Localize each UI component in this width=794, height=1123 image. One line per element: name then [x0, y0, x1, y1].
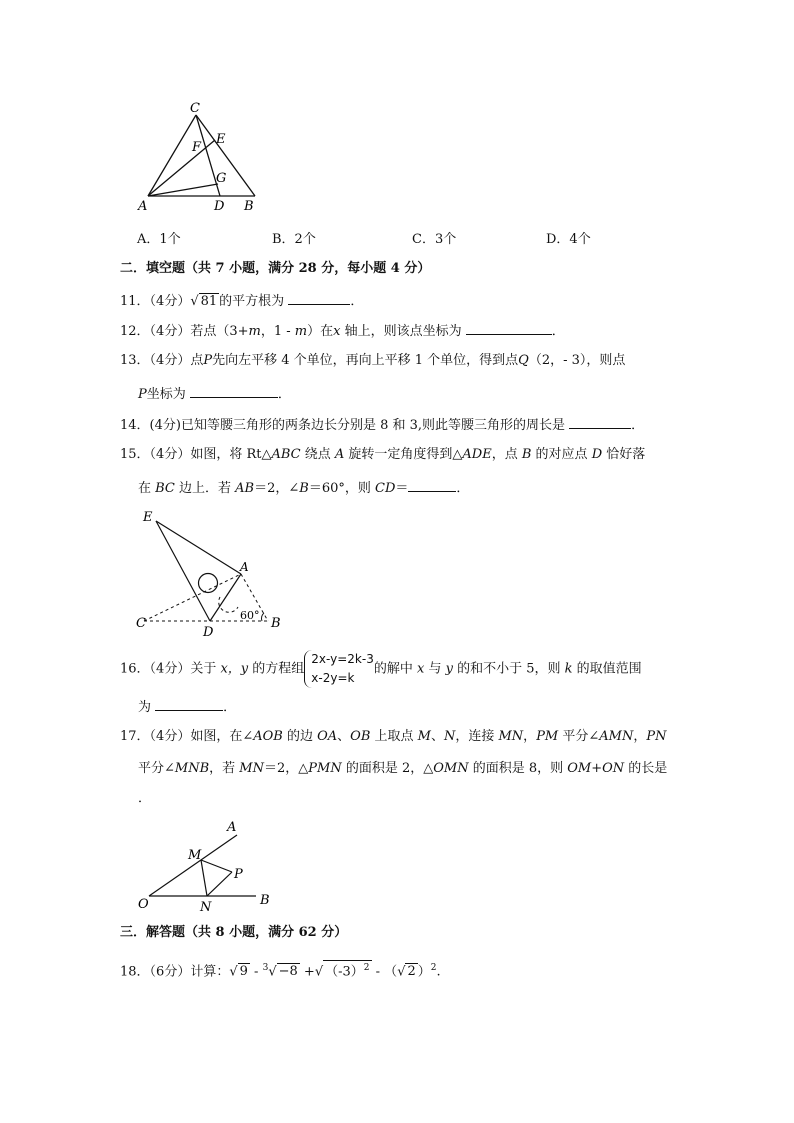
label-e: E [216, 132, 226, 147]
label-f: F [192, 140, 202, 155]
answer-blank-13[interactable] [190, 383, 278, 398]
answer-blank-11[interactable] [288, 290, 350, 305]
label-a: A [138, 199, 148, 214]
label-a3: A [227, 820, 237, 835]
figure-rotation [130, 505, 290, 640]
question-18: 18．（6分）计算：√ 9 - $^3$√ −8 +√ $(-3)^2$ - （√ 2 ）$^2$. [120, 958, 441, 982]
answer-blank-15[interactable] [408, 477, 456, 492]
label-n3: N [200, 900, 212, 915]
question-14: 14．(4分)已知等腰三角形的两条边长分别是 8 和 3,则此等腰三角形的周长是 ． [120, 414, 644, 436]
option-a: A．1个 [137, 232, 181, 247]
equation-system: 2x-y=2k-3 x-2y=k [304, 650, 374, 688]
question-13: 13．（4分）点P先向左平移 4 个单位，再向上平移 1 个单位，得到点Q（2，- 3），则点 [120, 353, 626, 368]
question-17-line-2: 平分∠MNB，若 MN＝2，△PMN 的面积是 2，△OMN 的面积是 8，则 OM+ON 的长是 [138, 761, 668, 776]
answer-blank-12[interactable] [466, 320, 552, 335]
question-15-line-2: 在 BC 边上．若 AB＝2，∠B＝60°，则 CD＝ ． [138, 477, 469, 499]
label-a2: A [240, 560, 249, 574]
figure-angle-aob [130, 815, 280, 915]
label-o3: O [138, 897, 149, 912]
question-12: 12．（4分）若点（3+m，1 - m）在x 轴上，则该点坐标为 ． [120, 320, 565, 342]
question-15: 15．（4分）如图，将 Rt△ABC 绕点 A 旋转一定角度得到△ADE，点 B 的对应点 D 恰好落 [120, 447, 646, 462]
question-17-line-3: ． [138, 791, 152, 806]
label-c2: C [136, 616, 146, 631]
label-b3: B [260, 893, 270, 908]
question-16: 16．（4分）关于 x，y 的方程组2x-y=2k-3 x-2y=k的解中 x 与 y 的和不小于 5，则 k 的取值范围 [120, 650, 642, 689]
option-c: C．3个 [412, 232, 457, 247]
section-3-title: 三．解答题（共 8 小题，满分 62 分） [120, 925, 348, 940]
question-11: 11．（4分）√ 81 的平方根为 ． [120, 290, 363, 312]
label-p3: P [234, 867, 243, 882]
option-d: D．4个 [546, 232, 591, 247]
label-angle-60: 60° [240, 609, 260, 622]
label-e2: E [143, 510, 153, 525]
label-b2: B [271, 616, 281, 631]
label-g: G [216, 171, 227, 186]
question-17: 17．（4分）如图，在∠AOB 的边 OA、OB 上取点 M、N，连接 MN，PM 平分∠AMN，PN [120, 729, 667, 744]
answer-blank-14[interactable] [569, 414, 631, 429]
option-b: B．2个 [272, 232, 316, 247]
answer-blank-16[interactable] [155, 696, 223, 711]
label-d2: D [203, 625, 214, 640]
section-2-title: 二．填空题（共 7 小题，满分 28 分，每小题 4 分） [120, 261, 431, 276]
question-16-line-2: 为 ． [138, 696, 236, 718]
label-m3: M [188, 848, 202, 863]
label-b: B [244, 199, 254, 214]
figure-triangle-abc [130, 100, 280, 218]
label-d: D [214, 199, 225, 214]
label-c: C [190, 101, 200, 116]
question-13-line-2: P坐标为 ． [138, 383, 291, 405]
